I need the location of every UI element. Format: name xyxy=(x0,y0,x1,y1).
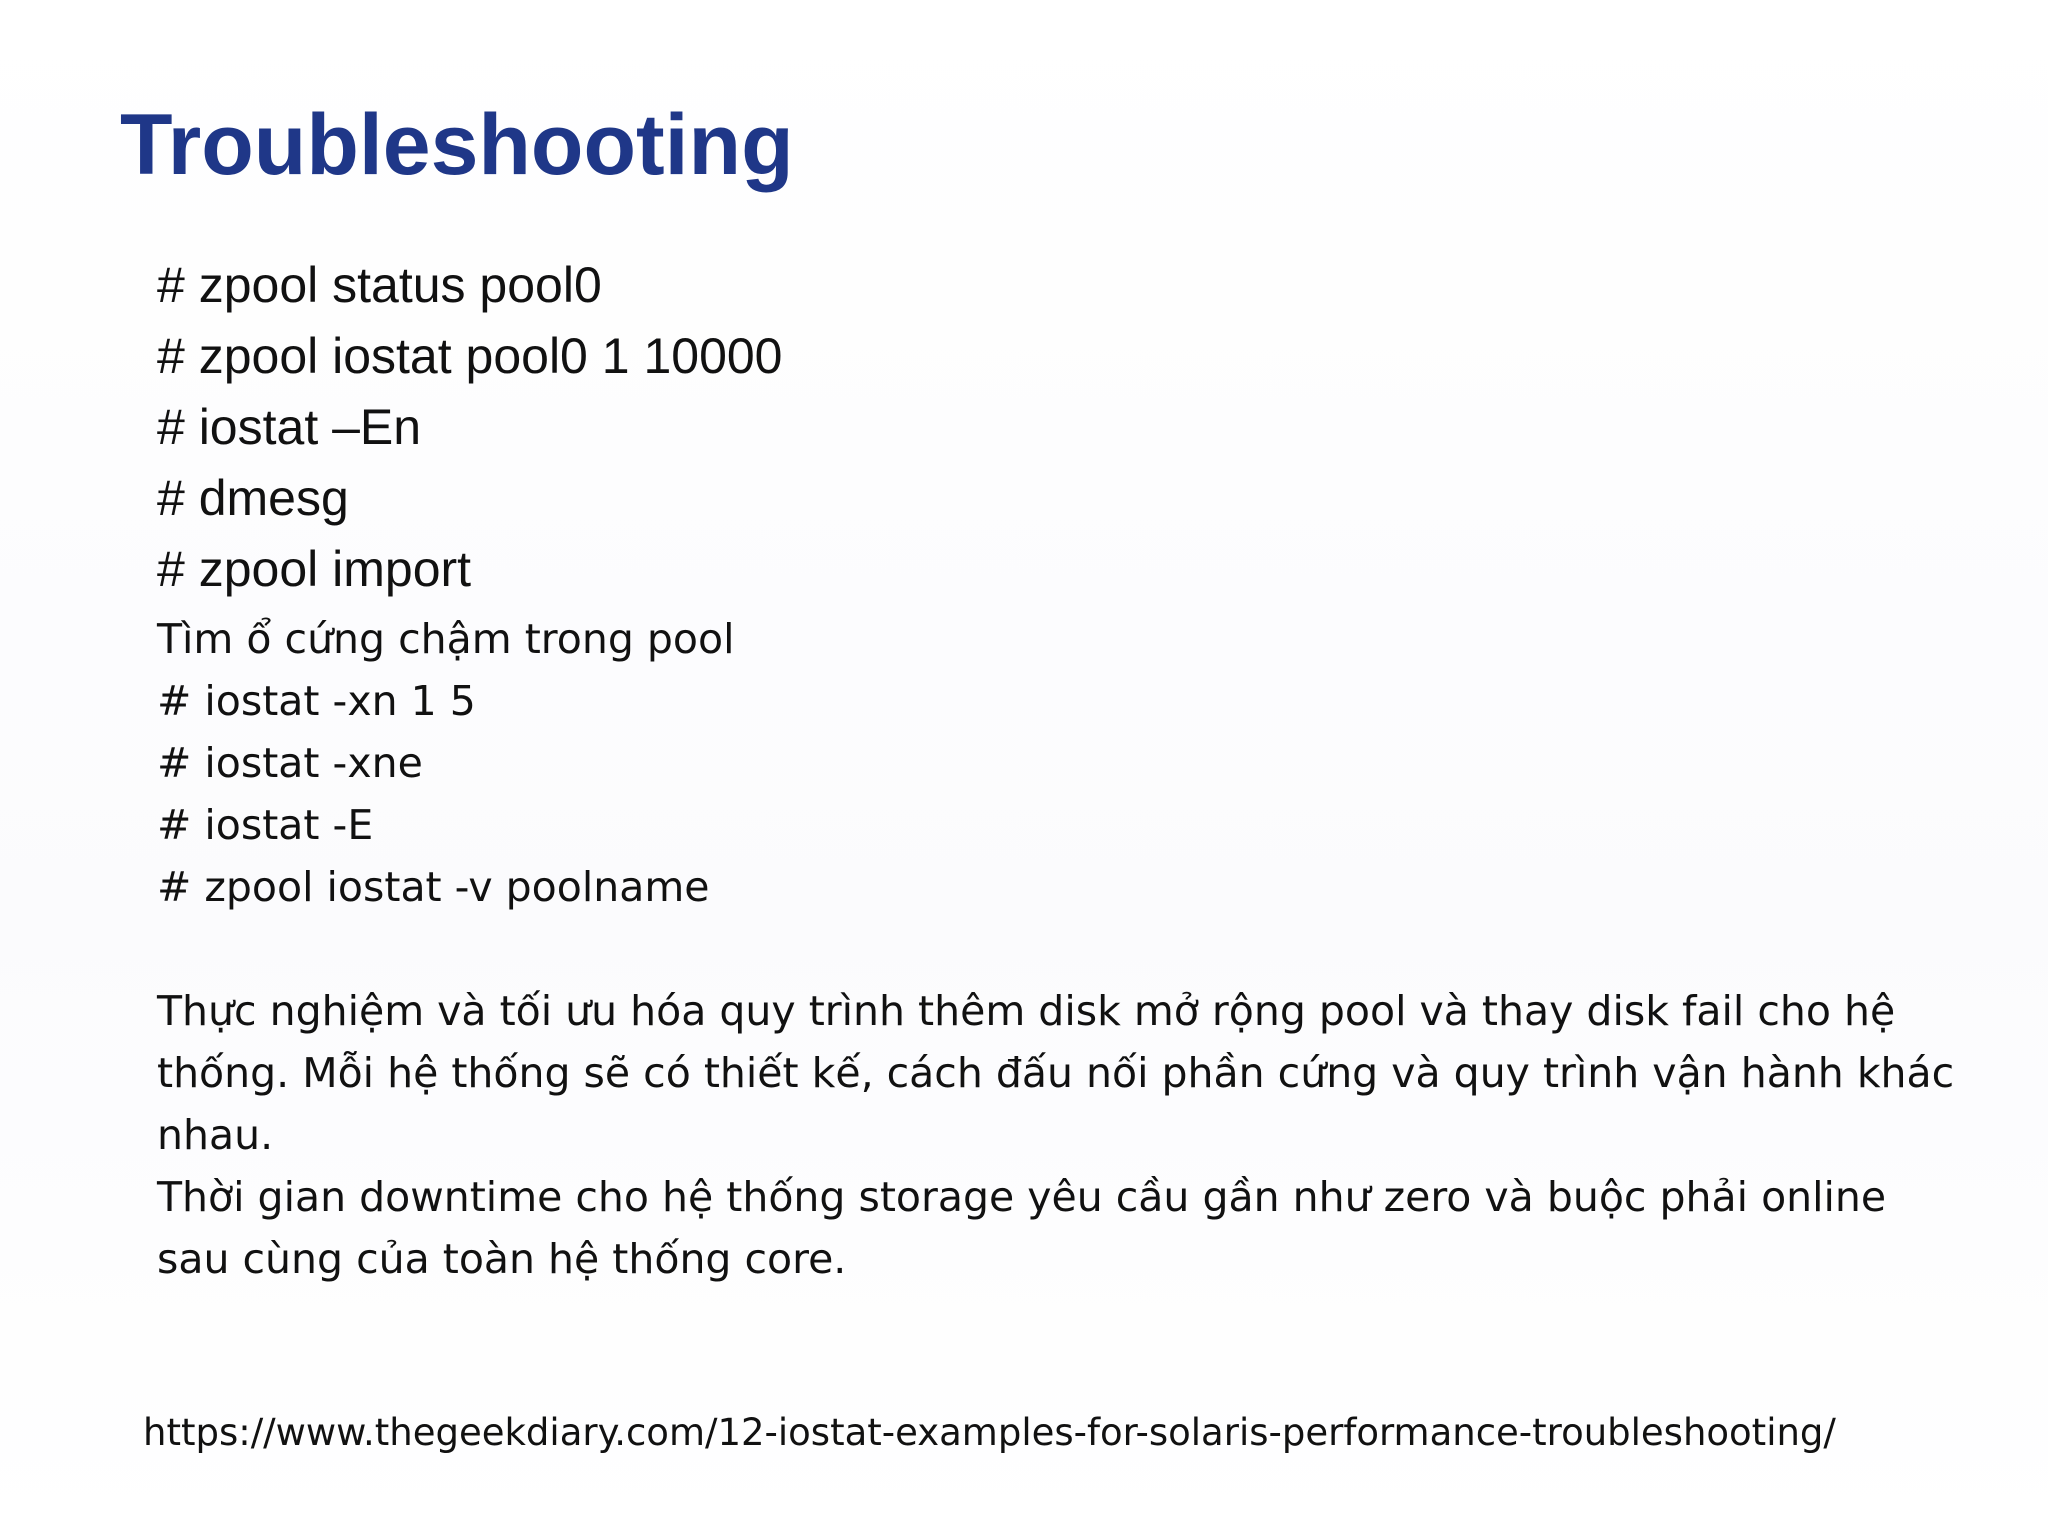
command-line: # zpool iostat pool0 1 10000 xyxy=(157,328,783,384)
command-line: # zpool import xyxy=(157,541,472,597)
command-line: # dmesg xyxy=(157,470,349,526)
note-command-line: # iostat -E xyxy=(157,801,374,849)
command-line: # zpool status pool0 xyxy=(157,257,602,313)
reference-url: https://www.thegeekdiary.com/12-iostat-examples-for-solaris-performance-troubleshooting/ xyxy=(143,1411,1836,1454)
paragraph-experiment: Thực nghiệm và tối ưu hóa quy trình thêm disk mở rộng pool và thay disk fail cho hệ thống. Mỗi hệ thống sẽ có thiết kế, cách đấu nối phần cứng và quy trình vận hành khác nhau. xyxy=(157,987,1955,1159)
slide-title: Troubleshooting xyxy=(120,97,794,193)
note-command-line: # zpool iostat -v poolname xyxy=(157,863,710,911)
notes-heading: Tìm ổ cứng chậm trong pool xyxy=(157,615,735,663)
paragraph-downtime: Thời gian downtime cho hệ thống storage yêu cầu gần như zero và buộc phải online sau cùng của toàn hệ thống core. xyxy=(157,1173,1887,1283)
command-line: # iostat –En xyxy=(157,399,422,455)
command-list xyxy=(157,250,783,605)
note-command-line: # iostat -xne xyxy=(157,739,423,787)
note-command-line: # iostat -xn 1 5 xyxy=(157,677,476,725)
slow-disk-notes xyxy=(157,608,734,918)
